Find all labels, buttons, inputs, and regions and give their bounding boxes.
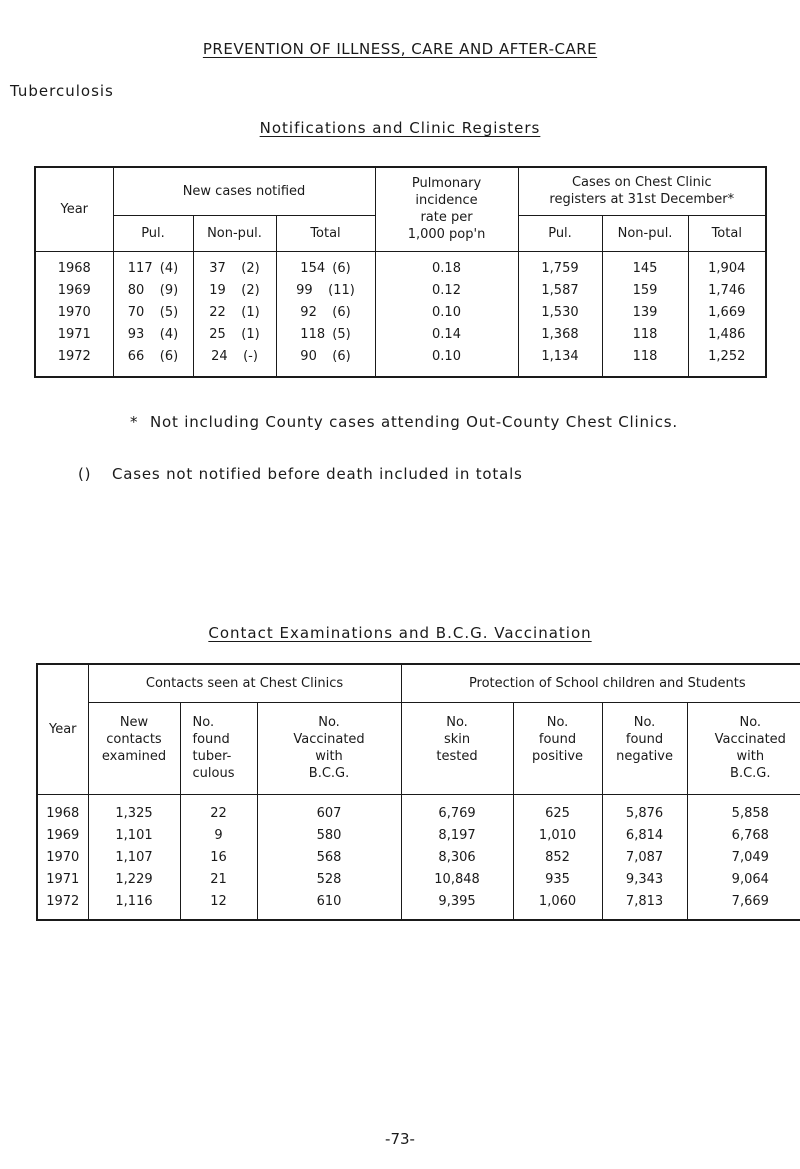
col-registers-header: Cases on Chest Clinic registers at 31st December* — [518, 167, 766, 215]
col-vaccinated-header: No. Vaccinated with B.C.G. — [257, 702, 401, 794]
table-row: 1970 70 (5) 22 (1) 92 (6) 0.10 1,530 139 1,669 — [35, 302, 766, 324]
table-row: 1971 93 (4) 25 (1) 118 (5) 0.14 1,368 118 1,486 — [35, 324, 766, 346]
col-reg-pul-header: Pul. — [518, 215, 602, 251]
col-reg-nonpul-header: Non-pul. — [602, 215, 688, 251]
col-found-tb-header: No. found tuber- culous — [180, 702, 257, 794]
section-title: Tuberculosis — [10, 82, 114, 100]
table-row: 1971 1,229 21 528 10,848 935 9,343 9,064 — [37, 869, 800, 891]
col-pul-header: Pul. — [113, 215, 193, 251]
table-row: 1972 1,116 12 610 9,395 1,060 7,813 7,669 — [37, 891, 800, 920]
col-total-header: Total — [276, 215, 375, 251]
col-incidence-header: Pulmonary incidence rate per 1,000 pop'n — [375, 167, 518, 251]
table-row: 1969 1,101 9 580 8,197 1,010 6,814 6,768 — [37, 825, 800, 847]
table-row: 1968 117 (4) 37 (2) 154 (6) 0.18 1,759 145 1,904 — [35, 251, 766, 280]
page-number: -73- — [385, 1130, 415, 1148]
col-contacts-header: Contacts seen at Chest Clinics — [88, 664, 401, 702]
col-positive-header: No. found positive — [513, 702, 602, 794]
table1-title: Notifications and Clinic Registers — [259, 119, 541, 137]
table-row: 1968 1,325 22 607 6,769 625 5,876 5,858 — [37, 794, 800, 825]
table2-title: Contact Examinations and B.C.G. Vaccination — [208, 624, 592, 642]
col-year-header: Year — [37, 664, 88, 794]
col-year-header: Year — [35, 167, 113, 251]
footnote-asterisk: * Not including County cases attending Out-County Chest Clinics. — [130, 413, 678, 431]
col-negative-header: No. found negative — [602, 702, 687, 794]
col-new-contacts-header: New contacts examined — [88, 702, 180, 794]
col-vaccinated-school-header: No. Vaccinated with B.C.G. — [687, 702, 800, 794]
contact-bcg-table — [36, 663, 800, 921]
notifications-table — [34, 166, 767, 378]
col-protection-header: Protection of School children and Students — [401, 664, 800, 702]
footnote-brackets: () Cases not notified before death included in totals — [78, 465, 523, 483]
page-heading: PREVENTION OF ILLNESS, CARE AND AFTER-CARE — [202, 40, 598, 58]
table-row: 1972 66 (6) 24 (-) 90 (6) 0.10 1,134 118 1,252 — [35, 346, 766, 377]
col-nonpul-header: Non-pul. — [193, 215, 276, 251]
col-new-cases-header: New cases notified — [113, 167, 375, 215]
col-reg-total-header: Total — [688, 215, 766, 251]
col-skin-tested-header: No. skin tested — [401, 702, 513, 794]
table-row: 1969 80 (9) 19 (2) 99 (11) 0.12 1,587 159 1,746 — [35, 280, 766, 302]
table-row: 1970 1,107 16 568 8,306 852 7,087 7,049 — [37, 847, 800, 869]
